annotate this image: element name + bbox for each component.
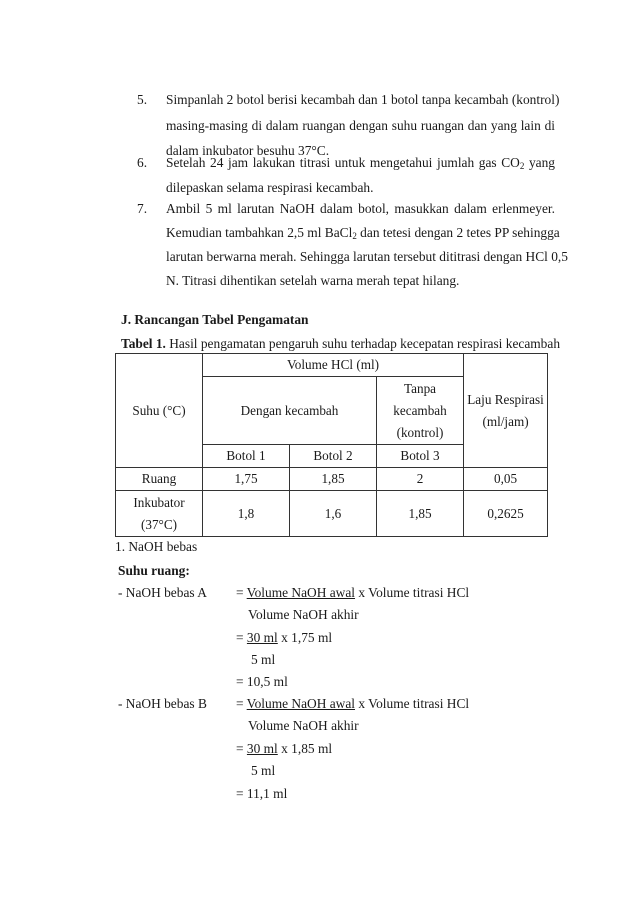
header-botol-2: Botol 2 (290, 445, 377, 468)
step-line: dilepaskan selama respirasi kecambah. (166, 180, 374, 195)
cell-value: 1,6 (290, 491, 377, 537)
section-heading: J. Rancangan Tabel Pengamatan (121, 312, 309, 327)
eq-rest: x 1,75 ml (277, 630, 333, 645)
cell-value: 1,8 (203, 491, 290, 537)
observation-table (115, 353, 548, 537)
table-row (116, 468, 548, 491)
eq-numerator: Volume NaOH awal (246, 585, 356, 600)
cell-suhu: Ruang (116, 468, 203, 491)
calc-equation-line (236, 630, 332, 646)
header-dengan-kecambah: Dengan kecambah (203, 377, 377, 445)
cell-value: 1,75 (203, 468, 290, 491)
cell-value: 1,85 (377, 491, 464, 537)
step-number: 5. (137, 92, 148, 107)
step-line: Simpanlah 2 botol berisi kecambah dan 1 botol tanpa kecambah (kontrol) (166, 92, 560, 107)
eq-numerator: 30 ml (246, 630, 278, 645)
step-line: masing-masing di dalam ruangan dengan suhu ruangan dan yang lain di (166, 118, 555, 133)
eq-denominator: Volume NaOH akhir (248, 607, 359, 622)
calc-result: = 11,1 ml (236, 786, 288, 801)
step-line-text: Setelah 24 jam lakukan titrasi untuk mengetahui jumlah gas CO (166, 155, 520, 170)
eq-numerator: Volume NaOH awal (246, 696, 356, 711)
caption-label: Tabel 1. (121, 336, 166, 351)
eq-prefix: = (236, 585, 247, 600)
eq-denominator: Volume NaOH akhir (248, 718, 359, 733)
calc-label: - NaOH bebas B (118, 696, 207, 711)
cell-value: 0,05 (464, 468, 548, 491)
step-line (166, 155, 555, 171)
step-number: 6. (137, 155, 148, 170)
calc-equation-line (236, 696, 469, 712)
header-tanpa-line: (kontrol) (396, 424, 444, 440)
calc-equation-line (236, 741, 332, 757)
step-line-text: yang (524, 155, 555, 170)
eq-rest: x Volume titrasi HCl (355, 585, 470, 600)
cell-value: 2 (377, 468, 464, 491)
cell-suhu-line: Inkubator (133, 494, 185, 510)
calc-subtitle: Suhu ruang: (118, 563, 190, 578)
eq-prefix: = (236, 630, 247, 645)
header-laju-respirasi (464, 354, 548, 468)
header-tanpa-kecambah (377, 377, 464, 445)
header-volume-hcl: Volume HCl (ml) (203, 354, 464, 377)
header-suhu: Suhu (°C) (116, 354, 203, 468)
table-row (116, 491, 548, 537)
calc-label: - NaOH bebas A (118, 585, 207, 600)
header-botol-1: Botol 1 (203, 445, 290, 468)
calc-item-title: 1. NaOH bebas (115, 539, 198, 554)
eq-denominator: 5 ml (251, 652, 276, 667)
step-number: 7. (137, 201, 148, 216)
step-line: dalam inkubator besuhu 37°C. (166, 143, 330, 158)
header-laju-line: (ml/jam) (482, 413, 529, 429)
table-caption (121, 336, 561, 352)
eq-rest: x Volume titrasi HCl (355, 696, 470, 711)
eq-numerator: 30 ml (246, 741, 278, 756)
cell-value: 0,2625 (464, 491, 548, 537)
calc-equation-line (236, 585, 469, 601)
subscript: 2 (519, 161, 525, 171)
calc-result: = 10,5 ml (236, 674, 288, 689)
cell-suhu-line: (37°C) (140, 516, 178, 532)
header-botol-3: Botol 3 (377, 445, 464, 468)
header-tanpa-line: kecambah (393, 402, 447, 418)
header-laju-line: Laju Respirasi (467, 391, 544, 407)
eq-rest: x 1,85 ml (277, 741, 333, 756)
eq-prefix: = (236, 741, 247, 756)
caption-text: Hasil pengamatan pengaruh suhu terhadap kecepatan respirasi kecambah (165, 336, 561, 351)
step-line (166, 225, 560, 241)
eq-prefix: = (236, 696, 247, 711)
step-line: N. Titrasi dihentikan setelah warna merah tepat hilang. (166, 273, 460, 288)
eq-denominator: 5 ml (251, 763, 276, 778)
header-tanpa-line: Tanpa (404, 380, 437, 396)
step-line: larutan berwarna merah. Sehingga larutan tersebut dititrasi dengan HCl 0,5 (166, 249, 568, 264)
cell-value: 1,85 (290, 468, 377, 491)
step-line: Ambil 5 ml larutan NaOH dalam botol, masukkan dalam erlenmeyer. (166, 201, 555, 216)
step-line-text: Kemudian tambahkan 2,5 ml BaCl (166, 225, 353, 240)
step-line-text: dan tetesi dengan 2 tetes PP sehingga (356, 225, 560, 240)
subscript: 2 (352, 231, 357, 241)
cell-suhu (116, 491, 203, 537)
